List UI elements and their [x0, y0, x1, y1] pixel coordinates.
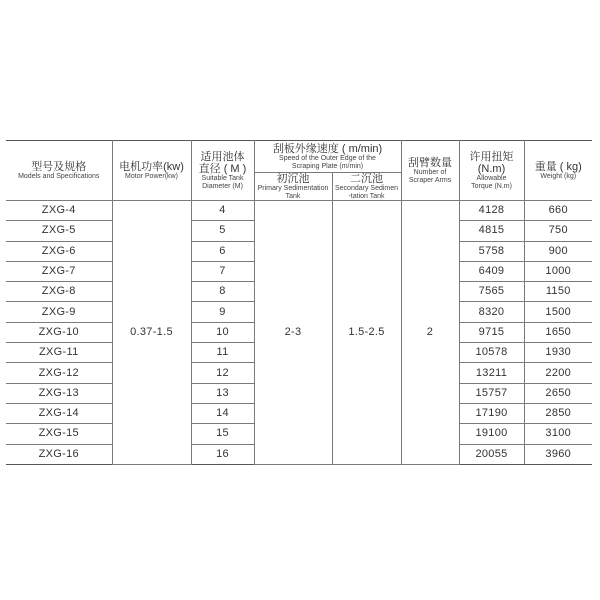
header-weight-en: Weight (kg)	[540, 172, 577, 180]
table-body	[6, 201, 592, 465]
torque-cell: 8320	[459, 302, 524, 322]
weight-cell: 2650	[524, 383, 592, 403]
header-weight	[524, 141, 592, 201]
model-cell: ZXG-13	[6, 383, 112, 403]
weight-cell: 750	[524, 221, 592, 241]
tank-diameter-cell: 10	[191, 322, 254, 342]
header-torque-en-2: Torque (N.m)	[471, 182, 512, 190]
header-diameter-en-1: Suitable Tank	[201, 175, 244, 182]
secondary-speed-cell: 1.5-2.5	[332, 201, 401, 465]
tank-diameter-cell: 4	[191, 201, 254, 221]
model-cell: ZXG-14	[6, 403, 112, 423]
header-diameter-zh-2: 直径 ( M )	[198, 163, 247, 175]
motor-power-cell: 0.37-1.5	[112, 201, 191, 465]
header-torque-zh: 许用扭矩(N.m)	[469, 151, 514, 175]
primary-speed-cell: 2-3	[254, 201, 332, 465]
header-power	[112, 141, 191, 201]
tank-diameter-cell: 8	[191, 282, 254, 302]
torque-cell: 15757	[459, 383, 524, 403]
header-model-en: Models and Specifications	[18, 172, 100, 180]
weight-cell: 3100	[524, 424, 592, 444]
model-cell: ZXG-11	[6, 343, 112, 363]
tank-diameter-cell: 16	[191, 444, 254, 464]
header-speed-en-2: Scraping Plate (m/min)	[291, 162, 364, 170]
header-weight-zh: 重量 ( kg)	[534, 160, 582, 173]
weight-cell: 1930	[524, 343, 592, 363]
header-speed-en-1: Speed of the Outer Edge of the	[279, 155, 376, 162]
model-cell: ZXG-10	[6, 322, 112, 342]
weight-cell: 1500	[524, 302, 592, 322]
model-cell: ZXG-7	[6, 261, 112, 281]
header-row-1	[6, 141, 592, 173]
tank-diameter-cell: 11	[191, 343, 254, 363]
header-speed	[254, 141, 401, 173]
weight-cell: 900	[524, 241, 592, 261]
tank-diameter-cell: 15	[191, 424, 254, 444]
spec-sheet	[6, 140, 592, 465]
tank-diameter-cell: 5	[191, 221, 254, 241]
weight-cell: 1150	[524, 282, 592, 302]
header-arms-en-2: Scraper Arms	[408, 176, 452, 184]
torque-cell: 7565	[459, 282, 524, 302]
weight-cell: 2200	[524, 363, 592, 383]
weight-cell: 1000	[524, 261, 592, 281]
header-torque-en-1: Allowable	[476, 175, 507, 182]
torque-cell: 4815	[459, 221, 524, 241]
torque-cell: 17190	[459, 403, 524, 423]
header-power-en: Motor Power(kw)	[125, 172, 178, 180]
model-cell: ZXG-6	[6, 241, 112, 261]
scraper-arms-cell: 2	[401, 201, 459, 465]
header-secondary-zh: 二沉池	[350, 173, 383, 185]
tank-diameter-cell: 12	[191, 363, 254, 383]
tank-diameter-cell: 7	[191, 261, 254, 281]
header-arms-zh: 刮臂数量	[408, 157, 453, 169]
header-model	[6, 141, 112, 201]
model-cell: ZXG-4	[6, 201, 112, 221]
tank-diameter-cell: 9	[191, 302, 254, 322]
tank-diameter-cell: 14	[191, 403, 254, 423]
header-primary-zh: 初沉池	[276, 173, 310, 185]
torque-cell: 9715	[459, 322, 524, 342]
torque-cell: 10578	[459, 343, 524, 363]
header-arms-en-1: Number of	[413, 169, 447, 176]
header-primary-en-1: Primary Sedimentation	[257, 185, 329, 192]
torque-cell: 6409	[459, 261, 524, 281]
torque-cell: 13211	[459, 363, 524, 383]
header-torque	[459, 141, 524, 201]
weight-cell: 2850	[524, 403, 592, 423]
weight-cell: 1650	[524, 322, 592, 342]
model-cell: ZXG-8	[6, 282, 112, 302]
header-diameter	[191, 141, 254, 201]
model-cell: ZXG-12	[6, 363, 112, 383]
header-primary-tank	[254, 173, 332, 201]
model-cell: ZXG-15	[6, 424, 112, 444]
header-secondary-en-2: -tation Tank	[348, 192, 385, 200]
header-power-zh: 电机功率(kw)	[119, 160, 184, 173]
model-cell: ZXG-9	[6, 302, 112, 322]
tank-diameter-cell: 13	[191, 383, 254, 403]
header-diameter-en-2: Diameter (M)	[202, 182, 243, 190]
header-secondary-en-1: Secondary Sedimen	[334, 185, 399, 192]
torque-cell: 5758	[459, 241, 524, 261]
specification-table	[6, 140, 592, 465]
weight-cell: 660	[524, 201, 592, 221]
tank-diameter-cell: 6	[191, 241, 254, 261]
header-arms	[401, 141, 459, 201]
weight-cell: 3960	[524, 444, 592, 464]
torque-cell: 20055	[459, 444, 524, 464]
torque-cell: 19100	[459, 424, 524, 444]
table-row	[6, 201, 592, 221]
header-primary-en-2: Tank	[285, 192, 301, 200]
header-secondary-tank	[332, 173, 401, 201]
header-diameter-zh-1: 适用池体	[200, 151, 245, 163]
torque-cell: 4128	[459, 201, 524, 221]
model-cell: ZXG-16	[6, 444, 112, 464]
header-model-zh: 型号及规格	[31, 160, 87, 173]
model-cell: ZXG-5	[6, 221, 112, 241]
header-speed-zh: 刮板外缘速度 ( m/min)	[272, 143, 383, 155]
